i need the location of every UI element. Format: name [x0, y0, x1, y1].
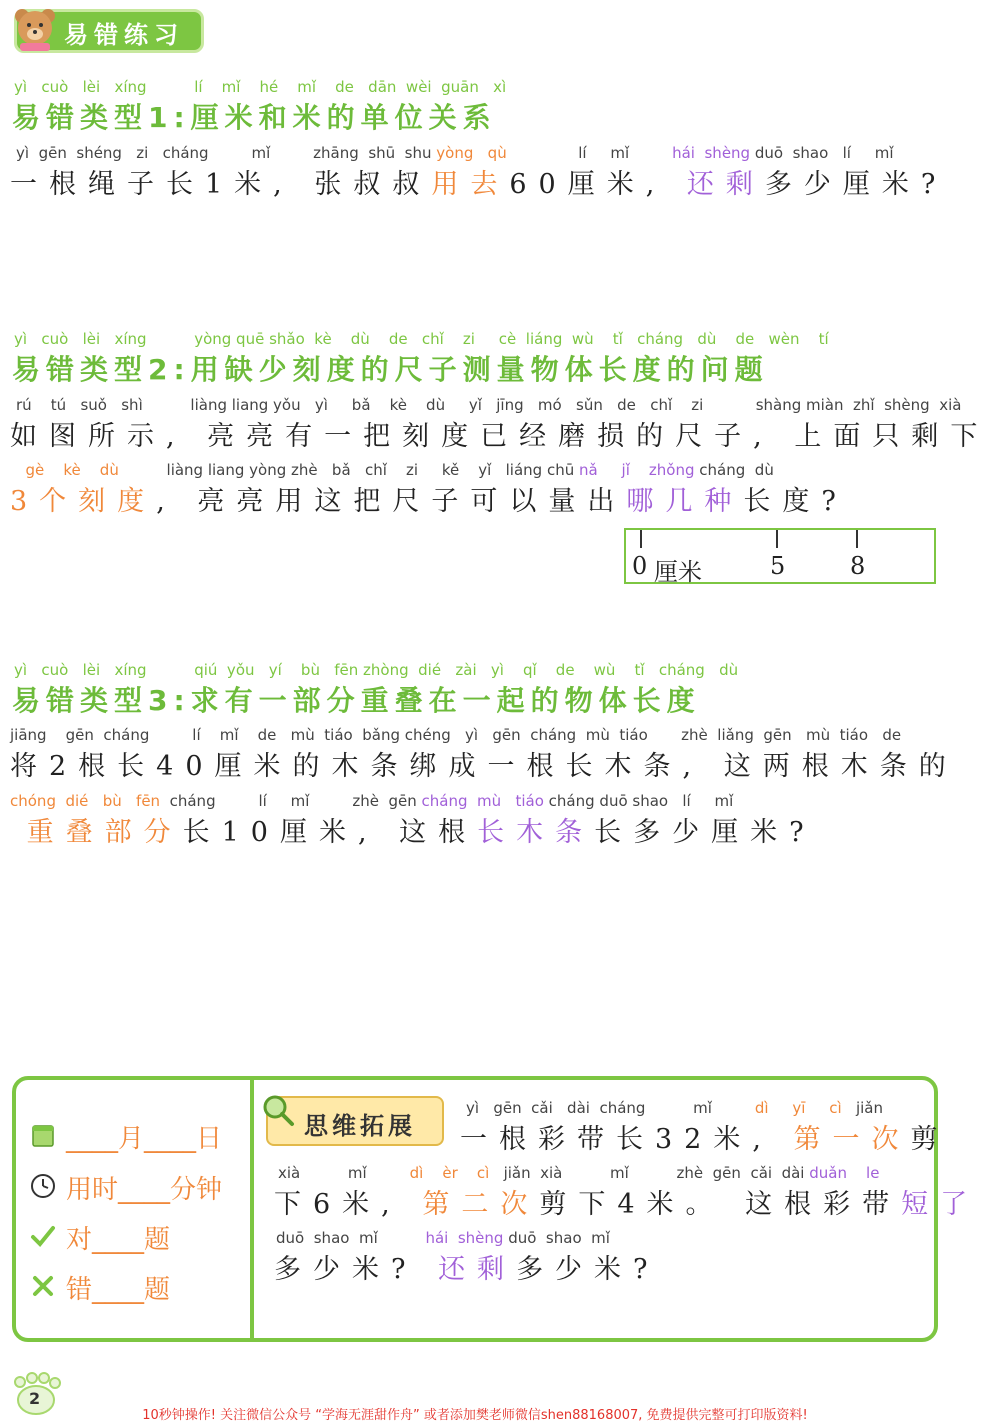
segment: 用去: [431, 169, 510, 200]
segment: nǎ jǐ zhǒng: [578, 461, 695, 479]
segment: duō shao mǐ: [503, 1229, 610, 1247]
segment: hái shèng: [672, 144, 751, 162]
stat-date: ____月____日: [66, 1124, 223, 1154]
ruler-label-8: 8: [850, 552, 866, 580]
page-number: 2: [29, 1389, 41, 1408]
segment: 长木条: [477, 817, 595, 848]
section3-line2-pinyin: [10, 792, 733, 810]
segment: 长10厘米, 这根: [182, 817, 478, 848]
section3-line1-pinyin: [10, 726, 901, 744]
stat-correct: 对____题: [66, 1225, 171, 1255]
thinking-line1-text: [460, 1117, 950, 1156]
segment: duō shao lí mǐ: [750, 144, 894, 162]
segment: dì èr cì: [409, 1164, 490, 1182]
section2-heading: 易错类型2:用缺少刻度的尺子测量物体长度的问题: [12, 353, 769, 386]
thinking-line2-pinyin: [278, 1164, 879, 1182]
ruler-label-0: 0: [632, 552, 648, 580]
segment: 多少米?: [516, 1254, 660, 1285]
section2-line2-pinyin: [16, 461, 774, 479]
segment: 第二次: [422, 1189, 540, 1220]
worn-ruler: [624, 528, 936, 584]
segment: 如图所示, 亮亮有一把刻度已经磨损的尺子, 上面只剩下: [10, 421, 989, 452]
segment: hái shèng: [425, 1229, 504, 1247]
section1-line1-text: [10, 162, 947, 201]
segment: 第一次: [793, 1124, 911, 1155]
summary-divider: [250, 1080, 254, 1338]
segment: 长度?: [743, 486, 848, 517]
segment: 短了: [901, 1189, 980, 1220]
segment: 3个刻度: [10, 486, 157, 517]
section2-heading-pinyin: yì cuò lèi xíng yòng quē shǎo kè dù de chǐ zi cè liáng wù tǐ cháng dù de wèn tí: [14, 330, 829, 348]
segment: cháng mù tiáo: [421, 792, 544, 810]
ruler-tick-0: [640, 530, 642, 548]
segment: dì yī cì: [754, 1099, 842, 1117]
ruler-tick-8: [856, 530, 858, 548]
section3-heading: 易错类型3:求有一部分重叠在一起的物体长度: [12, 684, 701, 717]
segment: 还剩: [438, 1254, 517, 1285]
section2-line1-pinyin: [16, 396, 961, 414]
bear-icon: [10, 6, 60, 52]
segment: liàng liang yòng zhè bǎ chǐ zi kě yǐ liáng chū: [118, 461, 579, 479]
stat-wrong: 错____题: [66, 1275, 171, 1305]
segment: 长多少厘米?: [594, 817, 816, 848]
cross-icon: [30, 1273, 56, 1299]
section1-heading-pinyin: yì cuò lèi xíng lí mǐ hé mǐ de dān wèi guān xì: [14, 78, 507, 96]
segment: gè kè dù: [16, 461, 119, 479]
segment: 60厘米,: [509, 169, 687, 200]
segment: yì gēn cǎi dài cháng mǐ: [466, 1099, 755, 1117]
thinking-line3-text: [274, 1247, 660, 1286]
segment: 一根彩带长32米,: [460, 1124, 794, 1155]
segment: jiǎn xià mǐ zhè gēn cǎi dài: [489, 1164, 810, 1182]
segment: 下6米,: [274, 1189, 423, 1220]
segment: 剪: [910, 1124, 950, 1155]
segment: jiǎn: [841, 1099, 884, 1117]
clock-icon: [30, 1173, 56, 1199]
thinking-line2-text: [274, 1182, 979, 1221]
section1-line1-pinyin: [16, 144, 894, 162]
calendar-icon: [30, 1122, 56, 1148]
thinking-badge-title: 思维拓展: [304, 1112, 416, 1140]
segment: , 亮亮用这把尺子可以量出: [156, 486, 627, 517]
segment: 重叠部分: [6, 817, 183, 848]
segment: duō shao mǐ: [276, 1229, 426, 1247]
ruler-label-5: 5: [770, 552, 786, 580]
section2-line1-text: [10, 414, 989, 453]
segment: rú tú suǒ shì liàng liang yǒu yì bǎ kè dù yǐ jīng mó sǔn de chǐ zi shàng miàn zhǐ shèng xià: [16, 396, 962, 414]
segment: 哪几种: [626, 486, 744, 517]
thinking-line1-pinyin: [466, 1099, 883, 1117]
segment: 剪下4米。 这根彩带: [539, 1189, 902, 1220]
segment: 多少米?: [274, 1254, 439, 1285]
segment: 一根绳子长1米, 张叔叔: [10, 169, 432, 200]
segment: yòng qù: [436, 144, 507, 162]
header-title: 易错练习: [64, 21, 184, 49]
segment: cháng lí mǐ zhè gēn: [160, 792, 422, 810]
stat-time: 用时____分钟: [66, 1175, 223, 1205]
segment: cháng duō shao lí mǐ: [543, 792, 734, 810]
thinking-line3-pinyin: [276, 1229, 610, 1247]
segment: 还剩: [686, 169, 765, 200]
segment: 将2根长40厘米的木条绑成一根长木条, 这两根木条的: [10, 751, 958, 782]
section3-line1-text: [10, 744, 958, 783]
segment: jiāng gēn cháng lí mǐ de mù tiáo bǎng chéng yì gēn cháng mù tiáo zhè liǎng gēn mù tiáo de: [10, 726, 902, 744]
magnifier-icon: [260, 1092, 296, 1128]
check-icon: [30, 1223, 56, 1249]
ruler-label-unit: 厘米: [654, 558, 702, 586]
section3-line2-text: [6, 810, 816, 849]
section1-heading: 易错类型1:厘米和米的单位关系: [12, 101, 497, 134]
footer-notice: 10秒钟操作! 关注微信公众号 “学海无涯甜作舟” 或者添加樊老师微信shen88168007, 免费提供完整可打印版资料!: [142, 1408, 808, 1423]
segment: duǎn le: [809, 1164, 880, 1182]
segment: xià mǐ: [278, 1164, 410, 1182]
ruler-tick-5: [776, 530, 778, 548]
section3-heading-pinyin: yì cuò lèi xíng qiú yǒu yí bù fēn zhòng dié zài yì qǐ de wù tǐ cháng dù: [14, 661, 739, 679]
segment: 多少厘米?: [764, 169, 948, 200]
segment: yì gēn shéng zi cháng mǐ zhāng shū shu: [16, 144, 437, 162]
segment: chóng dié bù fēn: [10, 792, 161, 810]
segment: lí mǐ: [506, 144, 673, 162]
segment: cháng dù: [694, 461, 774, 479]
section2-line2-text: [10, 479, 848, 518]
